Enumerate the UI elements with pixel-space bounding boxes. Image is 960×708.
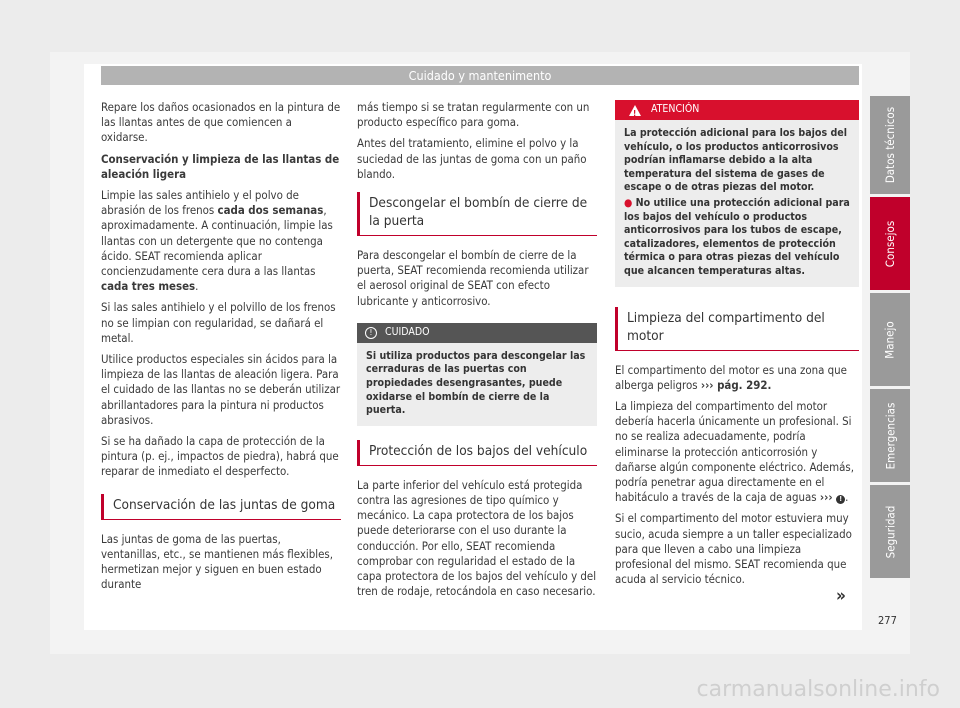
caution-text: Si utiliza productos para descongelar las cerraduras de las puertas con propiedades desengrasantes, puede oxidarse el bombín de cierre de la puerta.: [366, 349, 586, 417]
warning-box-header: [615, 100, 859, 120]
paragraph: más tiempo si se tratan regularmente con un producto específico para goma.: [357, 100, 590, 130]
paragraph: El compartimento del motor es una zona que alberga peligros ››› pág. 292.: [615, 362, 847, 392]
bullet-icon: ●: [624, 196, 636, 209]
warning-bullet: ● No utilice una protección adicional para los bajos del vehículo o productos anticorrosivos para los tubos de escape, catalizadores, elementos de protección térmica o para otras piezas del vehículo que alcancen temperaturas altas.: [624, 196, 850, 277]
warning-title: ATENCIÓN: [651, 103, 700, 116]
column-1: [101, 100, 341, 598]
warning-box: [615, 100, 859, 287]
tab-datos-tecnicos[interactable]: Datos técnicos: [870, 96, 910, 194]
caution-box: [357, 323, 597, 426]
section-heading: Conservación de las juntas de goma: [101, 494, 341, 520]
paragraph: Si las sales antihielo y el polvillo de los frenos no se limpian con regularidad, se dañará el metal.: [101, 300, 336, 345]
warning-paragraph: La protección adicional para los bajos del vehículo, o los productos anticorrosivos podrían inflamarse debido a la alta temperatura del sistema de gases de escape o de otras piezas del motor.: [624, 127, 848, 194]
warning-text: [615, 120, 859, 287]
section-heading: Protección de los bajos del vehículo: [357, 440, 597, 466]
column-3: [615, 100, 859, 593]
column-2: [357, 100, 597, 605]
warning-triangle-icon: !: [629, 105, 641, 116]
tab-seguridad[interactable]: Seguridad: [870, 485, 910, 578]
tab-consejos[interactable]: Consejos: [870, 197, 910, 290]
section-heading: Descongelar el bombín de cierre de la puerta: [357, 192, 597, 236]
continue-arrow-icon: »: [836, 586, 846, 606]
paragraph: Si el compartimento del motor estuviera muy sucio, acuda siempre a un taller especializado para que lleven a cabo una limpieza profesional del mismo. SEAT recomienda que acuda al servicio técnico.: [615, 511, 852, 587]
paragraph: Para descongelar el bombín de cierre de la puerta, SEAT recomienda recomienda utilizar el aerosol original de SEAT con efecto lubricante y anticorrosivo.: [357, 248, 589, 308]
caution-box-header: [357, 323, 597, 343]
paragraph: Utilice productos especiales sin ácidos para la limpieza de las llantas de aleación ligera. Para el cuidado de las llantas no se deberán utilizar abrillantadores para la pintura ni productos abrasivos.: [101, 352, 341, 427]
page-header: Cuidado y mantenimento: [101, 66, 859, 85]
paragraph: Si se ha dañado la capa de protección de la pintura (p. ej., impactos de piedra), habrá que reparar de inmediato el desperfecto.: [101, 434, 339, 479]
section-heading: Limpieza del compartimento del motor: [615, 307, 859, 351]
paragraph: La parte inferior del vehículo está protegida contra las agresiones de tipo químico y mecánico. La capa protectora de los bajos puede deteriorarse con el uso durante la conducción. Por ello, SEAT recomienda comprobar con regularidad el estado de la capa protectora de los bajos del vehículo y del tren de rodaje, retocándola en caso necesario.: [357, 477, 597, 599]
paragraph: Limpie las sales antihielo y el polvo de abrasión de los frenos cada dos semanas, aproximadamente. A continuación, limpie las llantas con un detergente que no contenga ácido. SEAT recomienda aplicar concienzudamente cera dura a las llantas cada tres meses.: [101, 188, 333, 294]
paragraph: La limpieza del compartimento del motor debería hacerla únicamente un profesional. Si no se realiza adecuadamente, podría eliminarse la protección anticorrosión y dañarse algún componente eléctrico. Además, podría penetrar agua directamente en el habitáculo a través de la caja de aguas ››› ! .: [615, 398, 854, 505]
caution-title: CUIDADO: [385, 326, 430, 339]
paragraph: Las juntas de goma de las puertas, ventanillas, etc., se mantienen más flexibles, hermetizan mejor y siguen en buen estado durante: [101, 531, 334, 592]
tab-manejo[interactable]: Manejo: [870, 293, 910, 386]
page-number: 277: [878, 614, 897, 627]
watermark: carmanualsonline.info: [696, 677, 940, 702]
tab-emergencias[interactable]: Emergencias: [870, 389, 910, 482]
paragraph: Antes del tratamiento, elimine el polvo y la suciedad de las juntas de goma con un paño blando.: [357, 136, 587, 181]
paragraph: Repare los daños ocasionados en la pintura de las llantas antes de que comiencen a oxidarse.: [101, 100, 341, 145]
caution-icon: !: [365, 327, 377, 339]
info-circle-icon: !: [836, 495, 845, 504]
page-reference-link[interactable]: ››› pág. 292.: [700, 377, 772, 392]
subheading: Conservación y limpieza de las llantas de aleación ligera: [101, 151, 340, 181]
